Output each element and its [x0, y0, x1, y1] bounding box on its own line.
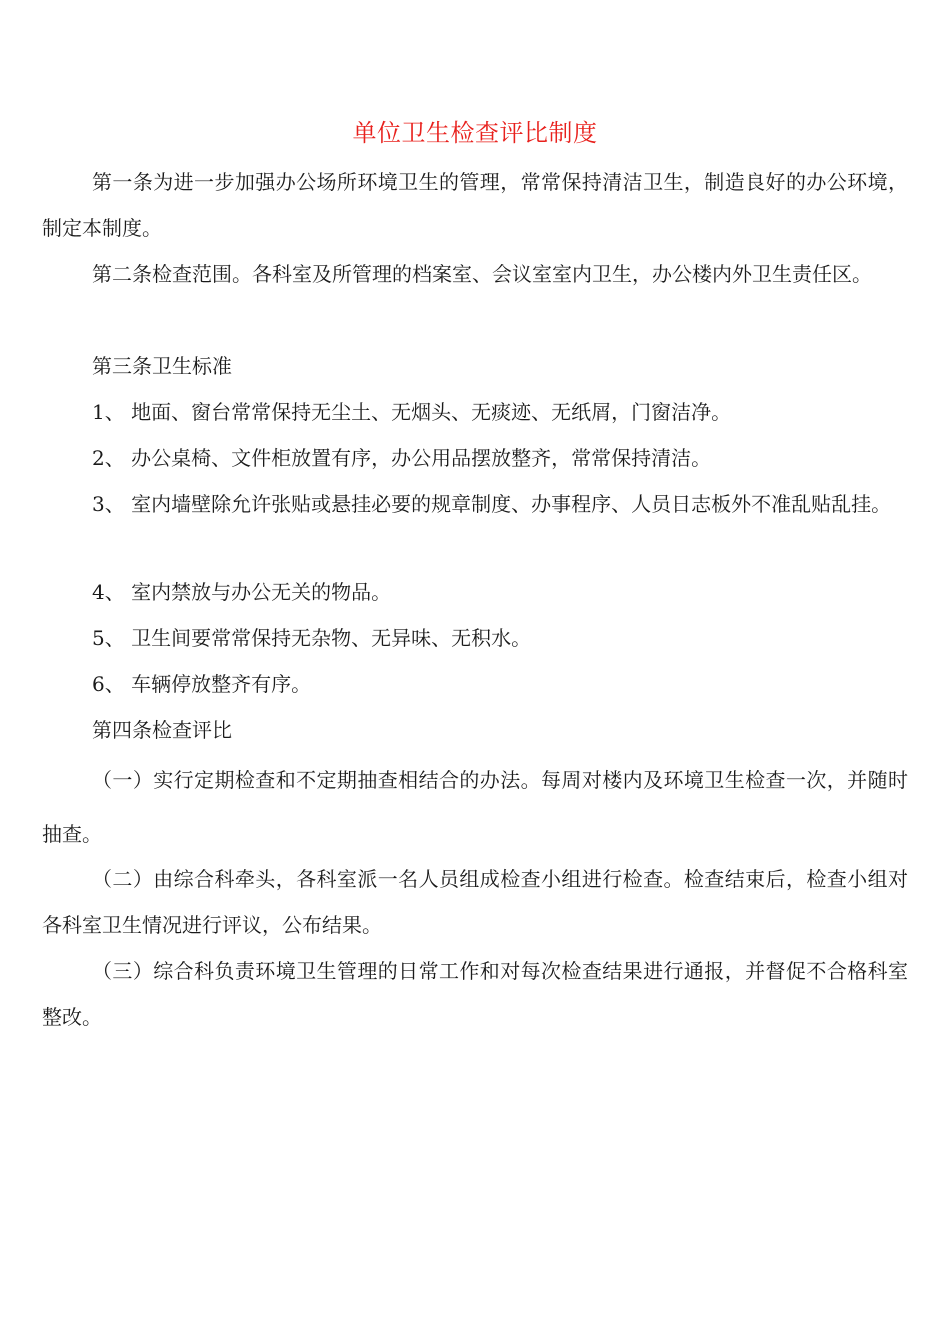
- list-item-evaluation-1: （一）实行定期检查和不定期抽查相结合的办法。每周对楼内及环境卫生检查一次，并随时抽查。: [42, 768, 908, 846]
- list-item-standard-3: 3、 室内墙壁除允许张贴或悬挂必要的规章制度、办事程序、人员日志板外不准乱贴乱挂。: [92, 492, 892, 516]
- list-item-evaluation-3: （三）综合科负责环境卫生管理的日常工作和对每次检查结果进行通报，并督促不合格科室整改。: [42, 959, 908, 1029]
- list-item-standard-4: 4、 室内禁放与办公无关的物品。: [92, 580, 392, 604]
- list-item-standard-6: 6、 车辆停放整齐有序。: [92, 672, 312, 696]
- document-title: 单位卫生检查评比制度: [352, 119, 598, 147]
- paragraph-article-1: 第一条为进一步加强办公场所环境卫生的管理，常常保持清洁卫生，制造良好的办公环境，制定本制度。: [42, 170, 908, 240]
- list-item-standard-1: 1、 地面、窗台常常保持无尘土、无烟头、无痰迹、无纸屑，门窗洁净。: [92, 400, 732, 424]
- paragraph-article-2: 第二条检查范围。各科室及所管理的档案室、会议室室内卫生，办公楼内外卫生责任区。: [92, 262, 872, 286]
- list-item-standard-5: 5、 卫生间要常常保持无杂物、无异味、无积水。: [92, 626, 532, 650]
- paragraph-article-3-heading: 第三条卫生标准: [92, 354, 232, 378]
- list-item-standard-2: 2、 办公桌椅、文件柜放置有序，办公用品摆放整齐，常常保持清洁。: [92, 446, 712, 470]
- list-item-evaluation-2: （二）由综合科牵头，各科室派一名人员组成检查小组进行检查。检查结束后，检查小组对各科室卫生情况进行评议，公布结果。: [42, 867, 908, 937]
- paragraph-article-4-heading: 第四条检查评比: [92, 718, 232, 742]
